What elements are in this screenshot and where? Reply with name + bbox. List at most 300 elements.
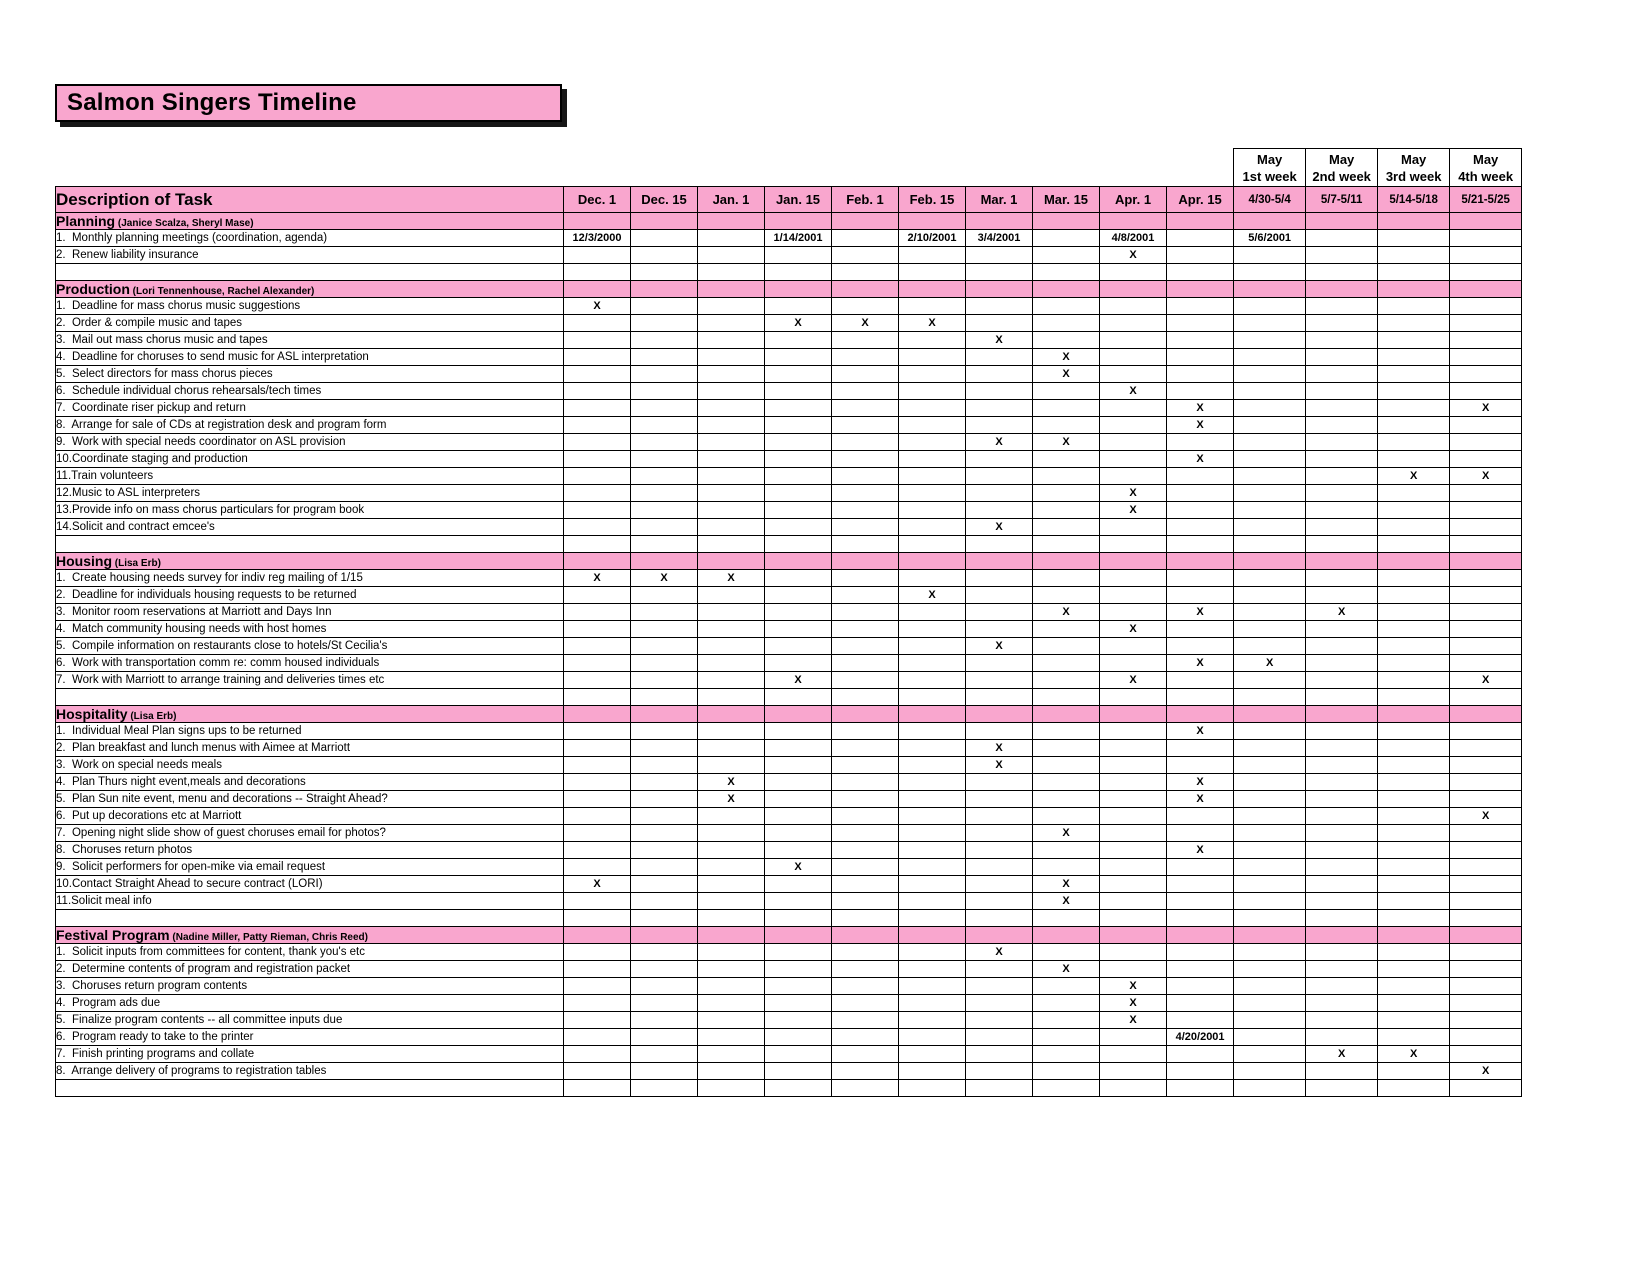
timeline-empty-cell [1100, 519, 1167, 536]
timeline-empty-cell [832, 1012, 899, 1029]
timeline-empty-cell [1234, 383, 1306, 400]
timeline-mark-cell: X [698, 791, 765, 808]
section-empty-cell [1378, 281, 1450, 298]
timeline-empty-cell [832, 859, 899, 876]
timeline-empty-cell [899, 621, 966, 638]
timeline-empty-cell [1167, 298, 1234, 315]
timeline-empty-cell [1306, 876, 1378, 893]
section-empty-cell [1234, 213, 1306, 230]
timeline-empty-cell [698, 961, 765, 978]
timeline-empty-cell [765, 876, 832, 893]
timeline-empty-cell [765, 944, 832, 961]
section-empty-cell [698, 706, 765, 723]
timeline-empty-cell [1033, 978, 1100, 995]
separator-cell [1306, 264, 1378, 281]
timeline-empty-cell [1234, 519, 1306, 536]
timeline-mark-cell: X [966, 519, 1033, 536]
task-label: 8. Arrange delivery of programs to registration tables [56, 1063, 564, 1080]
section-empty-cell [1450, 281, 1522, 298]
task-row [56, 672, 1522, 689]
task-label: 1. Individual Meal Plan signs ups to be returned [56, 723, 564, 740]
section-header [56, 281, 564, 298]
timeline-mark-cell: X [1167, 774, 1234, 791]
separator-cell [56, 689, 564, 706]
section-empty-cell [966, 553, 1033, 570]
timeline-empty-cell [1378, 791, 1450, 808]
task-label: 1. Create housing needs survey for indiv reg mailing of 1/15 [56, 570, 564, 587]
timeline-empty-cell [765, 1029, 832, 1046]
task-label: 9. Solicit performers for open-mike via email request [56, 859, 564, 876]
section-empty-cell [1306, 213, 1378, 230]
timeline-empty-cell [1306, 621, 1378, 638]
timeline-empty-cell [631, 400, 698, 417]
task-label: 8. Choruses return photos [56, 842, 564, 859]
task-row [56, 621, 1522, 638]
timeline-empty-cell [832, 383, 899, 400]
timeline-empty-cell [698, 247, 765, 264]
timeline-empty-cell [564, 1046, 631, 1063]
timeline-empty-cell [1234, 587, 1306, 604]
timeline-empty-cell [564, 621, 631, 638]
timeline-empty-cell [966, 774, 1033, 791]
timeline-empty-cell [631, 502, 698, 519]
timeline-empty-cell [1234, 621, 1306, 638]
task-label: 13.Provide info on mass chorus particulars for program book [56, 502, 564, 519]
task-row [56, 587, 1522, 604]
timeline-empty-cell [1306, 1012, 1378, 1029]
timeline-empty-cell [698, 400, 765, 417]
timeline-empty-cell [1033, 570, 1100, 587]
timeline-empty-cell [966, 417, 1033, 434]
section-name: Hospitality [56, 706, 128, 722]
timeline-empty-cell [1378, 944, 1450, 961]
task-row [56, 655, 1522, 672]
timeline-empty-cell [832, 995, 899, 1012]
section-empty-cell [1378, 213, 1450, 230]
timeline-empty-cell [899, 502, 966, 519]
timeline-empty-cell [765, 1046, 832, 1063]
timeline-empty-cell [1306, 638, 1378, 655]
timeline-empty-cell [966, 1046, 1033, 1063]
timeline-empty-cell [966, 451, 1033, 468]
task-row [56, 417, 1522, 434]
timeline-empty-cell [564, 1029, 631, 1046]
timeline-empty-cell [631, 757, 698, 774]
timeline-empty-cell [899, 519, 966, 536]
separator-cell [564, 1080, 631, 1097]
timeline-empty-cell [698, 332, 765, 349]
timeline-empty-cell [631, 621, 698, 638]
task-label: 3. Monitor room reservations at Marriott and Days Inn [56, 604, 564, 621]
timeline-empty-cell [1100, 791, 1167, 808]
task-row [56, 1063, 1522, 1080]
timeline-empty-cell [631, 893, 698, 910]
separator-cell [1167, 1080, 1234, 1097]
timeline-empty-cell [1306, 366, 1378, 383]
timeline-mark-cell: X [1033, 893, 1100, 910]
timeline-empty-cell [631, 332, 698, 349]
timeline-empty-cell [899, 723, 966, 740]
separator-cell [564, 264, 631, 281]
timeline-empty-cell [1378, 604, 1450, 621]
timeline-mark-cell: X [765, 859, 832, 876]
timeline-empty-cell [631, 366, 698, 383]
timeline-empty-cell [698, 230, 765, 247]
timeline-empty-cell [1167, 383, 1234, 400]
timeline-empty-cell [899, 570, 966, 587]
section-header [56, 927, 564, 944]
timeline-empty-cell [765, 621, 832, 638]
timeline-empty-cell [1100, 944, 1167, 961]
task-row [56, 247, 1522, 264]
separator-cell [56, 1080, 564, 1097]
timeline-empty-cell [832, 230, 899, 247]
timeline-empty-cell [899, 383, 966, 400]
section-empty-cell [765, 927, 832, 944]
date-column-header: Feb. 15 [899, 187, 966, 213]
section-empty-cell [631, 553, 698, 570]
timeline-empty-cell [1167, 672, 1234, 689]
timeline-empty-cell [1100, 400, 1167, 417]
timeline-empty-cell [1378, 995, 1450, 1012]
timeline-empty-cell [1033, 859, 1100, 876]
timeline-empty-cell [698, 1012, 765, 1029]
timeline-empty-cell [698, 740, 765, 757]
timeline-empty-cell [832, 774, 899, 791]
timeline-empty-cell [1033, 944, 1100, 961]
timeline-empty-cell [1234, 740, 1306, 757]
timeline-empty-cell [631, 604, 698, 621]
separator-cell [698, 689, 765, 706]
section-empty-cell [1167, 927, 1234, 944]
timeline-empty-cell [832, 1046, 899, 1063]
timeline-empty-cell [564, 383, 631, 400]
section-empty-cell [1100, 213, 1167, 230]
section-empty-cell [1306, 553, 1378, 570]
separator-cell [765, 536, 832, 553]
timeline-empty-cell [1167, 1012, 1234, 1029]
timeline-empty-cell [765, 417, 832, 434]
timeline-empty-cell [1033, 638, 1100, 655]
timeline-empty-cell [1100, 349, 1167, 366]
separator-cell [966, 264, 1033, 281]
timeline-empty-cell [899, 604, 966, 621]
separator-cell [1167, 689, 1234, 706]
timeline-empty-cell [1378, 451, 1450, 468]
section-row [56, 927, 1522, 944]
task-row [56, 995, 1522, 1012]
timeline-empty-cell [631, 1046, 698, 1063]
may-week-3-line2: 3rd week [1385, 168, 1442, 184]
separator-cell [564, 536, 631, 553]
timeline-empty-cell [698, 893, 765, 910]
timeline-empty-cell [1450, 366, 1522, 383]
separator-cell [56, 536, 564, 553]
separator-cell [1306, 910, 1378, 927]
timeline-empty-cell [765, 366, 832, 383]
timeline-empty-cell [631, 519, 698, 536]
separator-cell [1450, 536, 1522, 553]
task-row [56, 808, 1522, 825]
timeline-empty-cell [1450, 604, 1522, 621]
timeline-empty-cell [631, 808, 698, 825]
section-empty-cell [1234, 281, 1306, 298]
task-row [56, 876, 1522, 893]
timeline-empty-cell [1234, 842, 1306, 859]
timeline-empty-cell [1450, 859, 1522, 876]
timeline-empty-cell [832, 621, 899, 638]
section-empty-cell [899, 927, 966, 944]
task-label: 2. Renew liability insurance [56, 247, 564, 264]
timeline-empty-cell [1167, 434, 1234, 451]
timeline-empty-cell [631, 723, 698, 740]
task-label: 9. Work with special needs coordinator on ASL provision [56, 434, 564, 451]
timeline-mark-cell: 2/10/2001 [899, 230, 966, 247]
timeline-empty-cell [1378, 1012, 1450, 1029]
task-label: 1. Solicit inputs from committees for content, thank you's etc [56, 944, 564, 961]
timeline-empty-cell [698, 757, 765, 774]
timeline-empty-cell [966, 859, 1033, 876]
timeline-empty-cell [1167, 944, 1234, 961]
task-label: 1. Monthly planning meetings (coordination, agenda) [56, 230, 564, 247]
timeline-empty-cell [1234, 417, 1306, 434]
timeline-empty-cell [1450, 451, 1522, 468]
task-row [56, 230, 1522, 247]
timeline-empty-cell [1234, 1063, 1306, 1080]
may-week-3-header [1378, 149, 1450, 187]
timeline-empty-cell [1378, 519, 1450, 536]
timeline-empty-cell [564, 332, 631, 349]
timeline-mark-cell: X [1167, 655, 1234, 672]
timeline-empty-cell [899, 961, 966, 978]
timeline-empty-cell [1167, 978, 1234, 995]
section-empty-cell [1100, 281, 1167, 298]
timeline-empty-cell [631, 587, 698, 604]
separator-cell [1100, 689, 1167, 706]
separator-cell [1033, 264, 1100, 281]
timeline-empty-cell [1306, 315, 1378, 332]
separator-cell [631, 689, 698, 706]
timeline-empty-cell [631, 791, 698, 808]
task-label: 3. Choruses return program contents [56, 978, 564, 995]
timeline-empty-cell [765, 434, 832, 451]
timeline-mark-cell: X [1100, 383, 1167, 400]
timeline-empty-cell [698, 519, 765, 536]
timeline-empty-cell [1450, 502, 1522, 519]
separator-cell [832, 1080, 899, 1097]
task-label: 2. Plan breakfast and lunch menus with Aimee at Marriott [56, 740, 564, 757]
timeline-empty-cell [1100, 332, 1167, 349]
section-empty-cell [899, 213, 966, 230]
timeline-empty-cell [1378, 774, 1450, 791]
timeline-empty-cell [698, 944, 765, 961]
task-label: 4. Program ads due [56, 995, 564, 1012]
timeline-empty-cell [1033, 1046, 1100, 1063]
section-name: Production [56, 281, 130, 297]
timeline-empty-cell [1234, 978, 1306, 995]
timeline-table [55, 148, 1522, 1097]
timeline-empty-cell [1378, 366, 1450, 383]
timeline-mark-cell: X [564, 876, 631, 893]
timeline-mark-cell: X [1100, 978, 1167, 995]
section-empty-cell [631, 213, 698, 230]
timeline-empty-cell [1234, 944, 1306, 961]
timeline-empty-cell [1100, 1046, 1167, 1063]
timeline-mark-cell: X [966, 332, 1033, 349]
separator-cell [631, 910, 698, 927]
separator-cell [1167, 536, 1234, 553]
timeline-empty-cell [1234, 570, 1306, 587]
timeline-empty-cell [1033, 383, 1100, 400]
section-empty-cell [1378, 927, 1450, 944]
timeline-mark-cell: X [899, 587, 966, 604]
timeline-empty-cell [1306, 961, 1378, 978]
separator-cell [1100, 536, 1167, 553]
timeline-empty-cell [966, 825, 1033, 842]
task-row [56, 349, 1522, 366]
timeline-empty-cell [966, 298, 1033, 315]
task-label: 4. Match community housing needs with host homes [56, 621, 564, 638]
section-empty-cell [1234, 553, 1306, 570]
timeline-empty-cell [1167, 825, 1234, 842]
timeline-empty-cell [832, 349, 899, 366]
timeline-empty-cell [698, 655, 765, 672]
timeline-empty-cell [966, 247, 1033, 264]
timeline-empty-cell [1378, 621, 1450, 638]
timeline-mark-cell: X [1033, 825, 1100, 842]
timeline-empty-cell [1100, 723, 1167, 740]
timeline-empty-cell [564, 825, 631, 842]
timeline-empty-cell [1306, 995, 1378, 1012]
timeline-empty-cell [1234, 995, 1306, 1012]
timeline-empty-cell [765, 502, 832, 519]
timeline-empty-cell [832, 468, 899, 485]
timeline-empty-cell [1100, 876, 1167, 893]
timeline-empty-cell [899, 332, 966, 349]
separator-cell [899, 1080, 966, 1097]
timeline-empty-cell [564, 587, 631, 604]
date-column-header: Mar. 1 [966, 187, 1033, 213]
timeline-empty-cell [966, 655, 1033, 672]
timeline-empty-cell [899, 995, 966, 1012]
section-empty-cell [1033, 553, 1100, 570]
timeline-empty-cell [899, 1012, 966, 1029]
timeline-empty-cell [1234, 859, 1306, 876]
timeline-empty-cell [1167, 230, 1234, 247]
timeline-empty-cell [1450, 1029, 1522, 1046]
separator-row [56, 1080, 1522, 1097]
section-empty-cell [1378, 553, 1450, 570]
timeline-mark-cell: X [1306, 1046, 1378, 1063]
separator-row [56, 910, 1522, 927]
section-empty-cell [765, 281, 832, 298]
timeline-empty-cell [1306, 808, 1378, 825]
timeline-empty-cell [966, 587, 1033, 604]
timeline-empty-cell [1306, 332, 1378, 349]
section-members: (Lori Tennenhouse, Rachel Alexander) [129, 286, 315, 297]
timeline-empty-cell [899, 349, 966, 366]
timeline-empty-cell [698, 298, 765, 315]
timeline-empty-cell [1378, 1029, 1450, 1046]
separator-cell [899, 536, 966, 553]
timeline-empty-cell [1167, 315, 1234, 332]
timeline-empty-cell [765, 332, 832, 349]
timeline-empty-cell [966, 893, 1033, 910]
timeline-empty-cell [765, 604, 832, 621]
timeline-empty-cell [1378, 434, 1450, 451]
timeline-empty-cell [1378, 825, 1450, 842]
separator-cell [698, 536, 765, 553]
timeline-empty-cell [1100, 825, 1167, 842]
timeline-empty-cell [1100, 451, 1167, 468]
separator-cell [966, 689, 1033, 706]
task-label: 10.Contact Straight Ahead to secure contract (LORI) [56, 876, 564, 893]
task-row [56, 468, 1522, 485]
timeline-empty-cell [698, 672, 765, 689]
task-row [56, 434, 1522, 451]
timeline-empty-cell [899, 417, 966, 434]
timeline-empty-cell [1306, 587, 1378, 604]
timeline-empty-cell [698, 502, 765, 519]
timeline-mark-cell: 3/4/2001 [966, 230, 1033, 247]
date-column-header: Jan. 1 [698, 187, 765, 213]
timeline-empty-cell [899, 893, 966, 910]
timeline-empty-cell [899, 825, 966, 842]
timeline-empty-cell [1033, 1029, 1100, 1046]
timeline-empty-cell [1033, 400, 1100, 417]
timeline-empty-cell [966, 502, 1033, 519]
separator-cell [1167, 910, 1234, 927]
timeline-empty-cell [1167, 1063, 1234, 1080]
timeline-empty-cell [631, 961, 698, 978]
timeline-mark-cell: X [832, 315, 899, 332]
timeline-empty-cell [832, 587, 899, 604]
timeline-empty-cell [631, 978, 698, 995]
timeline-empty-cell [631, 434, 698, 451]
timeline-mark-cell: X [1100, 502, 1167, 519]
timeline-empty-cell [765, 825, 832, 842]
timeline-empty-cell [1306, 434, 1378, 451]
timeline-empty-cell [966, 1029, 1033, 1046]
timeline-empty-cell [765, 740, 832, 757]
section-name: Festival Program [56, 927, 170, 943]
timeline-empty-cell [631, 774, 698, 791]
timeline-empty-cell [966, 349, 1033, 366]
timeline-empty-cell [1167, 247, 1234, 264]
separator-cell [832, 536, 899, 553]
task-row [56, 774, 1522, 791]
timeline-empty-cell [1450, 230, 1522, 247]
timeline-empty-cell [1100, 1063, 1167, 1080]
timeline-empty-cell [1306, 519, 1378, 536]
timeline-empty-cell [1378, 723, 1450, 740]
separator-cell [1234, 536, 1306, 553]
timeline-empty-cell [832, 638, 899, 655]
task-label: 2. Determine contents of program and registration packet [56, 961, 564, 978]
timeline-empty-cell [1306, 485, 1378, 502]
timeline-empty-cell [631, 876, 698, 893]
timeline-empty-cell [1450, 774, 1522, 791]
separator-cell [966, 1080, 1033, 1097]
timeline-empty-cell [832, 417, 899, 434]
timeline-empty-cell [1378, 808, 1450, 825]
task-row [56, 740, 1522, 757]
timeline-empty-cell [1450, 723, 1522, 740]
timeline-empty-cell [1306, 468, 1378, 485]
section-row [56, 706, 1522, 723]
timeline-empty-cell [1378, 1063, 1450, 1080]
task-row [56, 604, 1522, 621]
